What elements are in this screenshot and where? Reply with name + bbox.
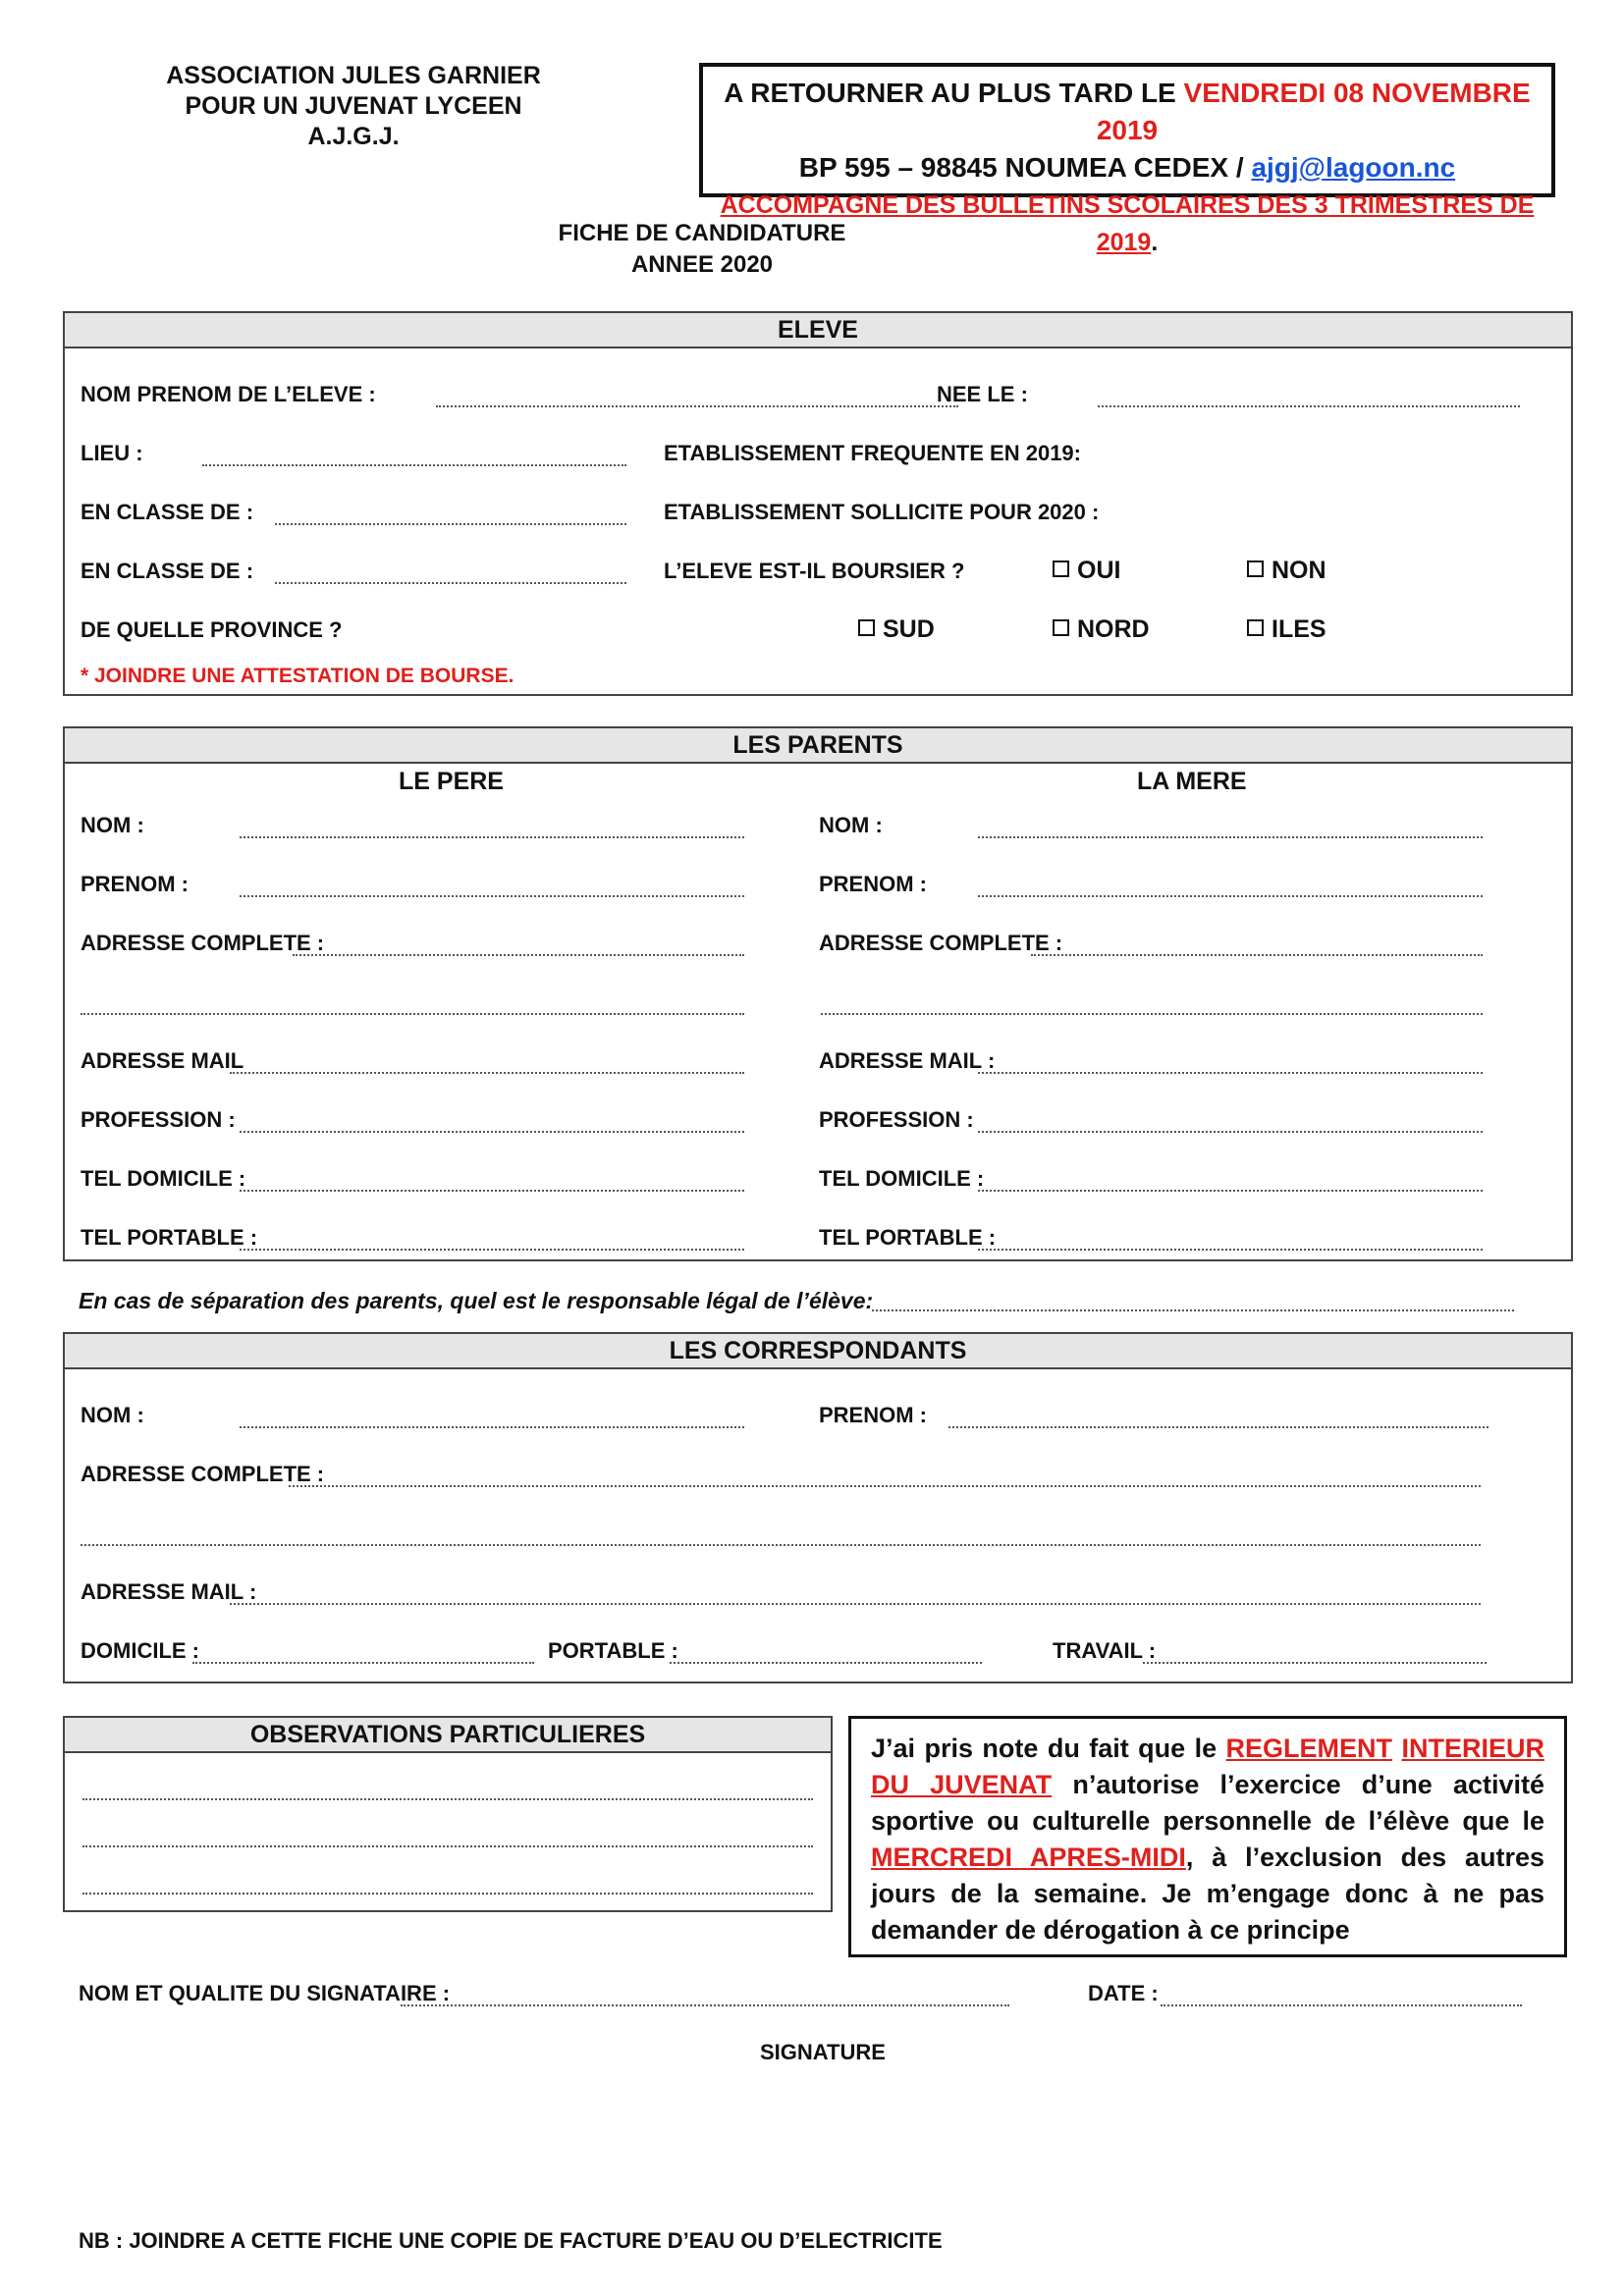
notice-line-1: A RETOURNER AU PLUS TARD LE VENDREDI 08 NOVEMBRE 2019 xyxy=(724,78,1531,145)
signataire-label: NOM ET QUALITE DU SIGNATAIRE : xyxy=(79,1981,451,2005)
mercredi-keyword: MERCREDI APRES-MIDI xyxy=(871,1842,1186,1872)
checkbox-square-icon xyxy=(1247,561,1264,577)
parents-section xyxy=(63,726,1573,1261)
corr-nom-label: NOM : xyxy=(81,1403,144,1427)
en-classe-1-field[interactable] xyxy=(275,523,626,525)
sud-checkbox[interactable]: SUD xyxy=(858,615,935,644)
pere-tel-portable-label: TEL PORTABLE : xyxy=(81,1225,258,1250)
signature-label: SIGNATURE xyxy=(760,2040,886,2064)
corr-domicile-field[interactable] xyxy=(192,1662,534,1664)
reglement-notice: J’ai pris note du fait que le REGLEMENT INTERIEUR DU JUVENAT n’autorise l’exercice d’une activité sportive ou culturelle personnelle de l’élève que le MERCREDI APRES-MIDI, à l’exclusion des autres jours de la semaine. Je m’engage donc à ne pas demander de dérogation à ce principe xyxy=(848,1716,1567,1957)
deadline: VENDREDI 08 NOVEMBRE 2019 xyxy=(1096,78,1531,145)
province-label: DE QUELLE PROVINCE ? xyxy=(81,617,343,642)
checkbox-square-icon xyxy=(858,619,875,636)
pere-adresse-label: ADRESSE COMPLETE : xyxy=(81,931,325,955)
pere-profession-label: PROFESSION : xyxy=(81,1107,236,1132)
pere-prenom-label: PRENOM : xyxy=(81,872,189,896)
separation-answer-field[interactable] xyxy=(872,1309,1514,1311)
pere-heading: LE PERE xyxy=(399,768,504,795)
observations-header: OBSERVATIONS PARTICULIERES xyxy=(65,1718,831,1753)
en-classe-2-label: EN CLASSE DE : xyxy=(81,559,254,583)
boursier-label: L’ELEVE EST-IL BOURSIER ? xyxy=(664,559,965,583)
eleve-header: ELEVE xyxy=(65,313,1571,348)
lieu-field[interactable] xyxy=(202,464,626,466)
correspondants-header: LES CORRESPONDANTS xyxy=(65,1334,1571,1369)
checkbox-square-icon xyxy=(1053,619,1069,636)
mere-mail-label: ADRESSE MAIL : xyxy=(819,1048,996,1073)
nom-prenom-field[interactable] xyxy=(436,405,958,407)
corr-domicile-label: DOMICILE : xyxy=(81,1638,199,1663)
en-classe-1-label: EN CLASSE DE : xyxy=(81,500,254,524)
lieu-label: LIEU : xyxy=(81,441,143,465)
nb-note: NB : JOINDRE A CETTE FICHE UNE COPIE DE FACTURE D’EAU OU D’ELECTRICITE xyxy=(79,2228,943,2253)
pere-mail-label: ADRESSE MAIL xyxy=(81,1048,244,1073)
mere-prenom-label: PRENOM : xyxy=(819,872,927,896)
separation-question: En cas de séparation des parents, quel est le responsable légal de l’élève: xyxy=(79,1288,874,1313)
pere-tel-portable-field[interactable] xyxy=(240,1249,744,1251)
mere-nom-field[interactable] xyxy=(978,836,1483,838)
association-line-3: A.J.G.J. xyxy=(307,123,400,150)
notice-line-2: BP 595 – 98845 NOUMEA CEDEX / ajgj@lagoon.nc xyxy=(798,152,1456,183)
mere-profession-field[interactable] xyxy=(978,1131,1483,1133)
pere-mail-field[interactable] xyxy=(230,1072,744,1074)
corr-adresse-label: ADRESSE COMPLETE : xyxy=(81,1462,325,1486)
signataire-field[interactable] xyxy=(401,2004,1009,2006)
observations-line-1[interactable] xyxy=(82,1798,813,1800)
checkbox-square-icon xyxy=(1053,561,1069,577)
etab-frequente-label: ETABLISSEMENT FREQUENTE EN 2019: xyxy=(664,441,1081,465)
nord-checkbox[interactable]: NORD xyxy=(1053,615,1150,644)
mere-tel-domicile-field[interactable] xyxy=(978,1190,1483,1192)
mere-adresse-field-2[interactable] xyxy=(821,1013,1483,1015)
mere-tel-portable-field[interactable] xyxy=(978,1249,1483,1251)
pere-tel-domicile-label: TEL DOMICILE : xyxy=(81,1166,246,1191)
corr-adresse-field-2[interactable] xyxy=(81,1544,1481,1546)
non-checkbox[interactable]: NON xyxy=(1247,557,1326,585)
observations-line-2[interactable] xyxy=(82,1845,813,1847)
corr-mail-field[interactable] xyxy=(230,1603,1481,1605)
mere-tel-domicile-label: TEL DOMICILE : xyxy=(819,1166,985,1191)
eleve-section xyxy=(63,311,1573,696)
interieur-juvenat-keyword: INTERIEUR DU JUVENAT xyxy=(871,1734,1544,1799)
pere-adresse-field[interactable] xyxy=(293,954,744,956)
en-classe-2-field[interactable] xyxy=(275,582,626,584)
corr-portable-label: PORTABLE : xyxy=(548,1638,678,1663)
corr-travail-field[interactable] xyxy=(1143,1662,1487,1664)
nom-prenom-label: NOM PRENOM DE L’ELEVE : xyxy=(81,382,376,406)
mere-profession-label: PROFESSION : xyxy=(819,1107,974,1132)
association-name xyxy=(118,61,589,152)
corr-prenom-field[interactable] xyxy=(948,1426,1489,1428)
mere-prenom-field[interactable] xyxy=(978,895,1483,897)
pere-tel-domicile-field[interactable] xyxy=(240,1190,744,1192)
corr-adresse-field[interactable] xyxy=(289,1485,1481,1487)
mere-adresse-field[interactable] xyxy=(1031,954,1483,956)
form-title-text: FICHE DE CANDIDATURE xyxy=(558,220,846,246)
nee-le-field[interactable] xyxy=(1098,405,1520,407)
mere-adresse-label: ADRESSE COMPLETE : xyxy=(819,931,1063,955)
reglement-keyword: REGLEMENT xyxy=(1225,1734,1393,1763)
observations-line-3[interactable] xyxy=(82,1893,813,1895)
checkbox-square-icon xyxy=(1247,619,1264,636)
observations-section xyxy=(63,1716,833,1912)
attestation-note: * JOINDRE UNE ATTESTATION DE BOURSE. xyxy=(81,665,514,687)
form-title xyxy=(481,218,923,281)
pere-adresse-field-2[interactable] xyxy=(81,1013,744,1015)
date-field[interactable] xyxy=(1161,2004,1522,2006)
corr-nom-field[interactable] xyxy=(240,1426,744,1428)
corr-mail-label: ADRESSE MAIL : xyxy=(81,1579,257,1604)
corr-portable-field[interactable] xyxy=(670,1662,982,1664)
mere-heading: LA MERE xyxy=(1137,768,1247,795)
correspondants-section xyxy=(63,1332,1573,1683)
notice-line-3: ACCOMPAGNE DES BULLETINS SCOLAIRES DES 3 TRIMESTRES DE 2019. xyxy=(720,191,1535,256)
pere-profession-field[interactable] xyxy=(240,1131,744,1133)
pere-prenom-field[interactable] xyxy=(240,895,744,897)
iles-checkbox[interactable]: ILES xyxy=(1247,615,1326,644)
etab-sollicite-label: ETABLISSEMENT SOLLICITE POUR 2020 : xyxy=(664,500,1100,524)
association-line-2: POUR UN JUVENAT LYCEEN xyxy=(185,92,522,120)
corr-prenom-label: PRENOM : xyxy=(819,1403,927,1427)
mere-mail-field[interactable] xyxy=(978,1072,1483,1074)
corr-travail-label: TRAVAIL : xyxy=(1053,1638,1157,1663)
parents-header: LES PARENTS xyxy=(65,728,1571,764)
mere-nom-label: NOM : xyxy=(819,813,883,837)
mere-tel-portable-label: TEL PORTABLE : xyxy=(819,1225,997,1250)
email-link[interactable]: ajgj@lagoon.nc xyxy=(1251,152,1456,183)
date-label: DATE : xyxy=(1088,1981,1159,2005)
association-line-1: ASSOCIATION JULES GARNIER xyxy=(166,62,541,89)
pere-nom-field[interactable] xyxy=(240,836,744,838)
pere-nom-label: NOM : xyxy=(81,813,144,837)
oui-checkbox[interactable]: OUI xyxy=(1053,557,1120,585)
nee-le-label: NEE LE : xyxy=(937,382,1028,406)
form-year: ANNEE 2020 xyxy=(630,251,774,278)
